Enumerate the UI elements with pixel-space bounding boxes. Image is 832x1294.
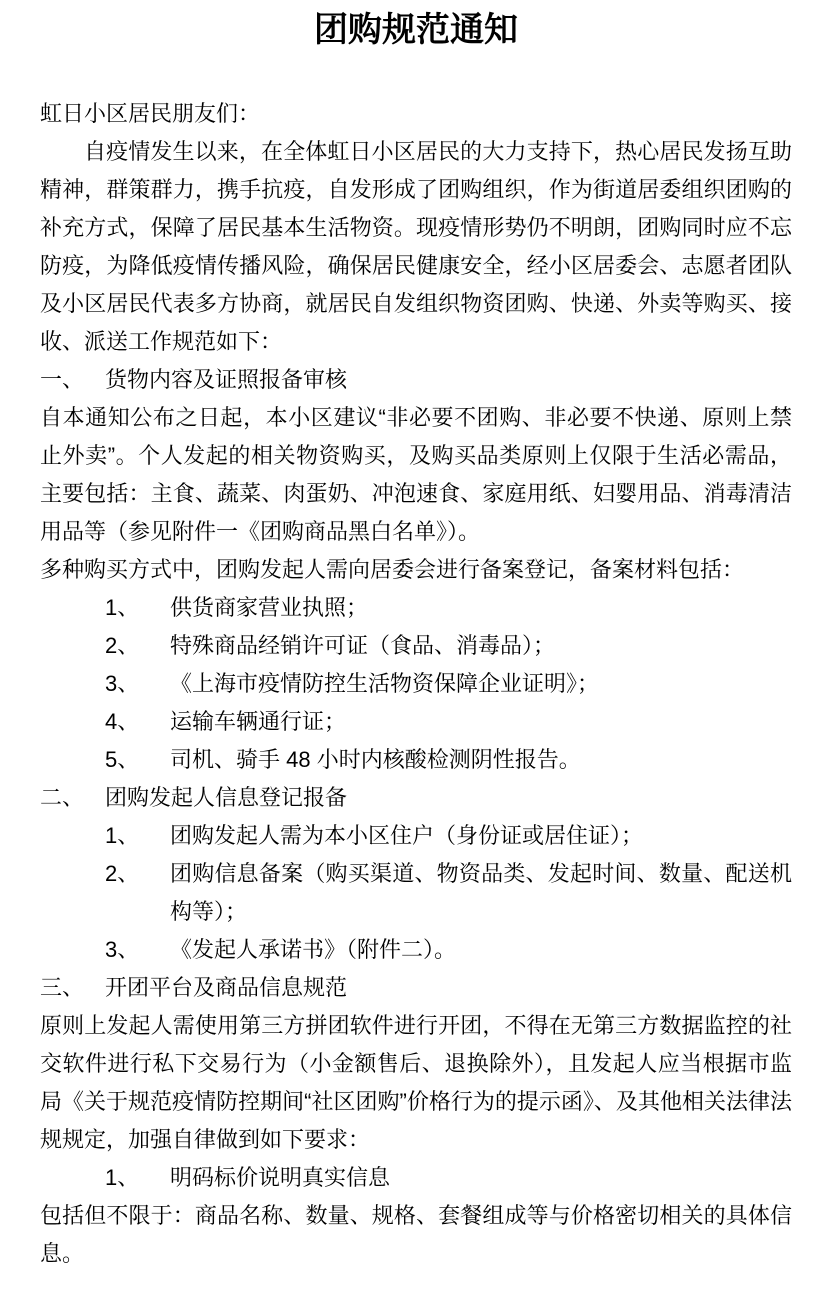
- list-item-number: 4、: [105, 709, 140, 734]
- list-item-number: 1、: [105, 595, 140, 620]
- list-item: [105, 589, 792, 627]
- salutation: 虹日小区居民朋友们：: [40, 101, 261, 126]
- list-item: [105, 817, 792, 855]
- section-1-heading: [40, 361, 792, 399]
- list-item-text: 《发起人承诺书》（附件二）。: [170, 937, 457, 962]
- section-2-heading-text: 团购发起人信息登记报备: [105, 785, 348, 810]
- list-item-number: 3、: [105, 671, 140, 696]
- list-item-text: 团购信息备案（购买渠道、物资品类、发起时间、数量、配送机构等）；: [170, 861, 792, 924]
- section-1-paragraph: 自本通知公布之日起，本小区建议“非必要不团购、非必要不快递、原则上禁止外卖”。个人发起的相关物资购买，及购买品类原则上仅限于生活必需品，主要包括：主食、蔬菜、肉蛋奶、冲泡速食、家庭用纸、妇婴用品、消毒清洁用品等（参见附件一《团购商品黑白名单》）。: [40, 405, 792, 544]
- list-item-number: 1、: [105, 1165, 140, 1190]
- list-item: [105, 665, 792, 703]
- list-item-text: 《上海市疫情防控生活物资保障企业证明》；: [170, 671, 600, 696]
- section-3-heading-text: 开团平台及商品信息规范: [105, 975, 348, 1000]
- section-2: [40, 779, 792, 969]
- list-item-detail: 包括但不限于：商品名称、数量、规格、套餐组成等与价格密切相关的具体信息。: [40, 1203, 792, 1266]
- document-body: [40, 95, 792, 1273]
- list-item-text: 明码标价说明真实信息: [170, 1165, 391, 1190]
- list-item-text: 团购发起人需为本小区住户（身份证或居住证）；: [170, 823, 644, 848]
- section-3-heading: [40, 969, 792, 1007]
- list-item: [105, 931, 792, 969]
- list-item-text: 特殊商品经销许可证（食品、消毒品）；: [170, 633, 556, 658]
- section-2-heading: [40, 779, 792, 817]
- intro-paragraph: 自疫情发生以来，在全体虹日小区居民的大力支持下，热心居民发扬互助精神，群策群力，携手抗疫，自发形成了团购组织，作为街道居委组织团购的补充方式，保障了居民基本生活物资。现疫情形势仍不明朗，团购同时应不忘防疫，为降低疫情传播风险，确保居民健康安全，经小区居委会、志愿者团队及小区居民代表多方协商，就居民自发组织物资团购、快递、外卖等购买、接收、派送工作规范如下：: [40, 139, 792, 354]
- section-1-paragraph: 多种购买方式中，团购发起人需向居委会进行备案登记，备案材料包括：: [40, 557, 745, 582]
- section-1-number: 一、: [40, 367, 85, 392]
- list-item-text: 供货商家营业执照；: [170, 595, 369, 620]
- list-item-number: 1、: [105, 823, 140, 848]
- list-item: [105, 741, 792, 779]
- section-1-heading-text: 货物内容及证照报备审核: [105, 367, 348, 392]
- list-item: [105, 627, 792, 665]
- section-3: [40, 969, 792, 1273]
- list-item-number: 2、: [105, 633, 140, 658]
- list-item-number: 5、: [105, 747, 140, 772]
- list-item: [105, 703, 792, 741]
- document-title: 团购规范通知: [314, 11, 518, 49]
- list-item: [105, 1159, 792, 1197]
- list-item-number: 3、: [105, 937, 140, 962]
- section-2-number: 二、: [40, 785, 85, 810]
- list-item: [105, 855, 792, 931]
- section-1: [40, 361, 792, 779]
- list-item-number: 2、: [105, 861, 140, 886]
- section-3-paragraph: 原则上发起人需使用第三方拼团软件进行开团，不得在无第三方数据监控的社交软件进行私下交易行为（小金额售后、退换除外），且发起人应当根据市监局《关于规范疫情防控期间“社区团购”价格行为的提示函》、及其他相关法律法规规定，加强自律做到如下要求：: [40, 1013, 792, 1152]
- section-3-number: 三、: [40, 975, 85, 1000]
- list-item-text: 运输车辆通行证；: [170, 709, 347, 734]
- list-item-text: 司机、骑手 48 小时内核酸检测阴性报告。: [170, 747, 581, 772]
